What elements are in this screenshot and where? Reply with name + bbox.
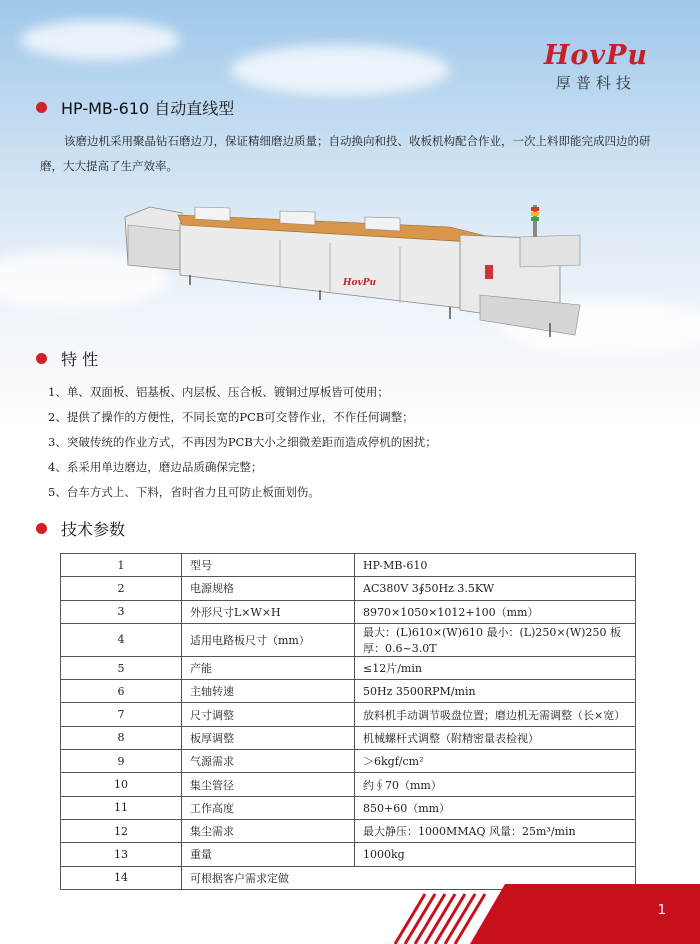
footer-band (0, 884, 700, 944)
spec-value: ＞6kgf/cm² (355, 750, 636, 773)
features-heading (36, 347, 98, 370)
spec-value: AC380V 3∮50Hz 3.5KW (355, 577, 636, 600)
spec-item: 型号 (182, 554, 355, 577)
table-row (61, 819, 636, 842)
cloud (20, 20, 180, 60)
table-row (61, 600, 636, 623)
spec-item: 重量 (182, 843, 355, 866)
spec-value: 放料机手动调节吸盘位置；磨边机无需调整（长×宽） (355, 703, 636, 726)
spec-note: 可根据客户需求定做 (182, 866, 636, 889)
logo-mark: HovPu (543, 40, 648, 71)
product-heading (36, 96, 234, 119)
row-number: 11 (61, 796, 182, 819)
table-row (61, 577, 636, 600)
table-row (61, 773, 636, 796)
spec-value: 50Hz 3500RPM/min (355, 680, 636, 703)
spec-item: 主轴转速 (182, 680, 355, 703)
row-number: 14 (61, 866, 182, 889)
spec-item: 气源需求 (182, 750, 355, 773)
feature-item: 1、单、双面板、铝基板、内层板、压合板、镀铜过厚板皆可使用； (48, 385, 389, 399)
table-row (61, 843, 636, 866)
spec-item: 工作高度 (182, 796, 355, 819)
feature-item: 2、提供了操作的方便性，不同长宽的PCB可交替作业，不作任何调整； (48, 410, 414, 424)
row-number: 2 (61, 577, 182, 600)
spec-value: 8970×1050×1012+100（mm） (355, 600, 636, 623)
row-number: 12 (61, 819, 182, 842)
control-panel-icon (485, 265, 493, 279)
row-number: 6 (61, 680, 182, 703)
machine-logo: HovPu (343, 278, 377, 288)
table-row (61, 703, 636, 726)
machine-photo (120, 195, 590, 355)
row-number: 9 (61, 750, 182, 773)
row-number: 10 (61, 773, 182, 796)
product-title: HP-MB-610 自动直线型 (61, 99, 235, 118)
spec-item: 集尘需求 (182, 819, 355, 842)
table-row (61, 680, 636, 703)
spec-item: 适用电路板尺寸（mm） (182, 623, 355, 656)
table-row (61, 726, 636, 749)
table-row (61, 623, 636, 656)
spec-item: 尺寸调整 (182, 703, 355, 726)
feature-item: 4、系采用单边磨边，磨边品质确保完整； (48, 460, 263, 474)
row-number: 7 (61, 703, 182, 726)
spec-item: 板厚调整 (182, 726, 355, 749)
table-row (61, 656, 636, 679)
feature-item: 5、台车方式上、下料，省时省力且可防止板面划伤。 (48, 485, 320, 499)
feature-item: 3、突破传统的作业方式，不再因为PCB大小之细微差距而造成停机的困扰； (48, 435, 437, 449)
spec-item: 电源规格 (182, 577, 355, 600)
table-row (61, 554, 636, 577)
row-number: 13 (61, 843, 182, 866)
cloud (230, 45, 450, 95)
logo-company-name: 厚普科技 (555, 74, 636, 92)
spec-value: 约∮70（mm） (355, 773, 636, 796)
row-number: 4 (61, 623, 182, 656)
spec-item: 外形尺寸L×W×H (182, 600, 355, 623)
row-number: 3 (61, 600, 182, 623)
intro-paragraph: 该磨边机采用聚晶钻石磨边刀，保证精细磨边质量；自动换向和投、收板机构配合作业，一次上料即能完成四边的研磨，大大提高了生产效率。 (40, 134, 651, 173)
spec-value: 最大静压：1000MMAQ 风量：25m³/min (355, 819, 636, 842)
specs-table (60, 553, 636, 890)
spec-item: 集尘管径 (182, 773, 355, 796)
features-list (48, 380, 437, 505)
bullet-dot-icon (36, 523, 47, 534)
specs-heading (36, 517, 125, 540)
spec-value: 最大：(L)610×(W)610 最小：(L)250×(W)250 板厚：0.6~3.0T (355, 623, 636, 656)
table-row (61, 750, 636, 773)
spec-value: 1000kg (355, 843, 636, 866)
bullet-dot-icon (36, 102, 47, 113)
spec-item: 产能 (182, 656, 355, 679)
bullet-dot-icon (36, 353, 47, 364)
row-number: 8 (61, 726, 182, 749)
row-number: 1 (61, 554, 182, 577)
spec-value: 机械螺杆式调整（附精密量表检视） (355, 726, 636, 749)
page-number: 1 (657, 903, 666, 918)
features-title: 特 性 (61, 350, 99, 369)
specs-title: 技术参数 (61, 520, 126, 539)
spec-value: HP-MB-610 (355, 554, 636, 577)
spec-value: ≤12片/min (355, 656, 636, 679)
table-row (61, 796, 636, 819)
spec-value: 850+60（mm） (355, 796, 636, 819)
brand-logo (544, 42, 648, 93)
row-number: 5 (61, 656, 182, 679)
